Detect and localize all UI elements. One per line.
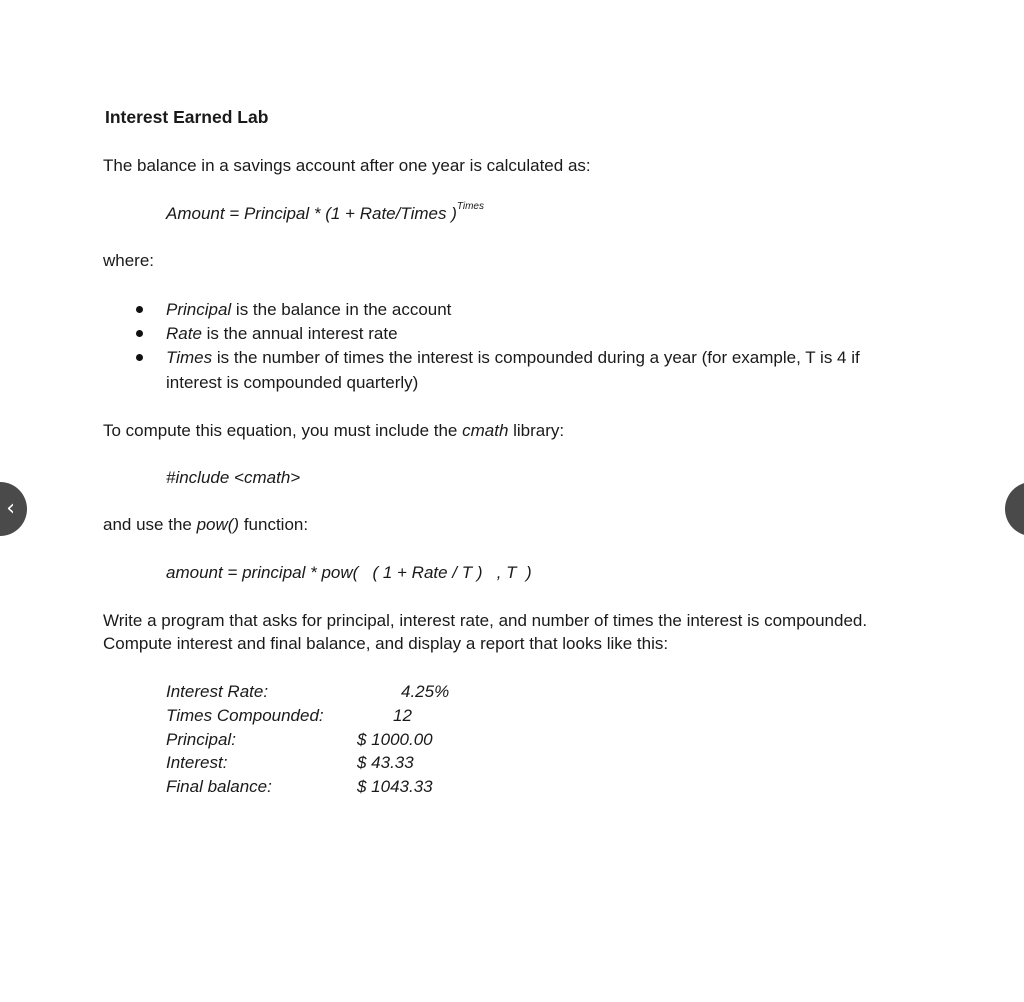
definition-text: is the number of times the interest is compounded during a year (for example, T is 4 if	[212, 348, 860, 367]
pow-sentence	[103, 514, 308, 536]
report-value-final-balance: $ 1043.33	[357, 777, 433, 796]
task-line-1: Write a program that asks for principal, interest rate, and number of times the interest is compounded.	[103, 611, 868, 630]
page-title: Interest Earned Lab	[105, 107, 269, 127]
sentence-part: function:	[239, 515, 309, 534]
definition-term: Rate	[166, 324, 202, 343]
intro-text: The balance in a savings account after one year is calculated as:	[103, 156, 591, 175]
report-label-times-compounded: Times Compounded:	[166, 706, 324, 725]
definition-text: is the annual interest rate	[201, 324, 398, 343]
report-value-times-compounded: 12	[393, 706, 412, 725]
report-label-interest: Interest:	[166, 753, 228, 772]
task-line-2: Compute interest and final balance, and display a report that looks like this:	[103, 634, 669, 653]
sentence-part: and use the	[103, 515, 197, 534]
report-value-interest: $ 43.33	[357, 753, 414, 772]
formula	[166, 203, 484, 225]
report-label-final-balance: Final balance:	[166, 777, 272, 796]
where-label: where:	[103, 251, 155, 270]
report-value-principal: $ 1000.00	[357, 730, 433, 749]
definition-text: is the balance in the account	[231, 300, 452, 319]
bullet-dot	[136, 306, 143, 313]
pow-code: amount = principal * pow( ( 1 + Rate / T ) , T )	[166, 563, 532, 582]
include-line: #include <cmath>	[166, 468, 301, 487]
report-value-interest-rate: 4.25%	[401, 682, 450, 701]
cmath-term: cmath	[462, 421, 509, 440]
sentence-part: library:	[508, 421, 565, 440]
cmath-sentence	[103, 420, 564, 442]
definition-term: Times	[166, 348, 213, 367]
definition-times	[166, 347, 860, 369]
report-label-principal: Principal:	[166, 730, 236, 749]
formula-main: Amount = Principal * (1 + Rate/Times )	[166, 204, 457, 223]
report-label-interest-rate: Interest Rate:	[166, 682, 269, 701]
definition-term: Principal	[166, 300, 232, 319]
formula-exponent: Times	[456, 201, 484, 213]
pow-term: pow()	[196, 515, 240, 534]
bullet-dot	[136, 354, 143, 361]
definition-rate	[166, 323, 398, 345]
bullet-dot	[136, 330, 143, 337]
definition-times-continuation: interest is compounded quarterly)	[166, 373, 419, 392]
definition-principal	[166, 299, 451, 321]
sentence-part: To compute this equation, you must include the	[103, 421, 463, 440]
chevron-left-icon: ‹	[6, 496, 15, 521]
